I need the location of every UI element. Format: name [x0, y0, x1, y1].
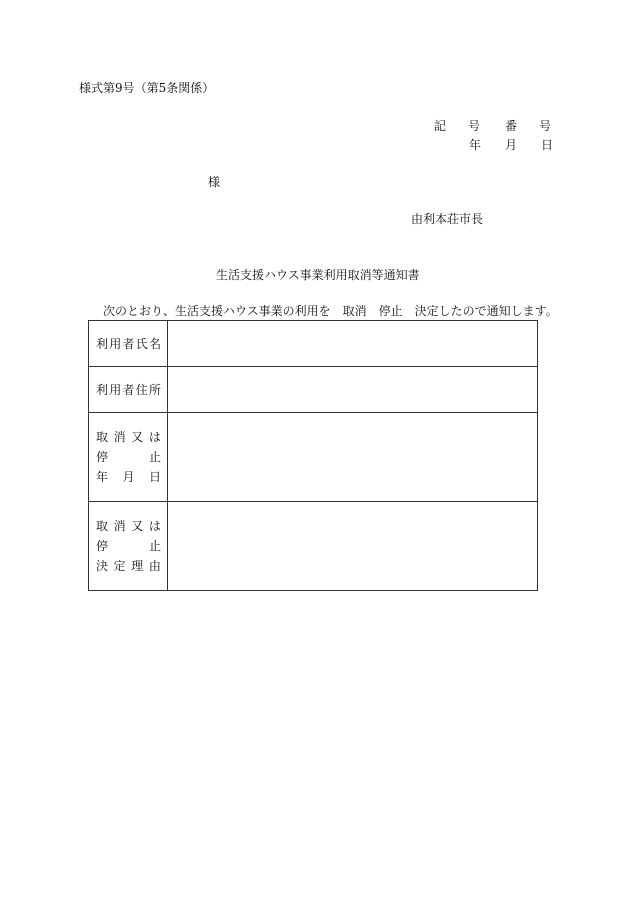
- user-name-field[interactable]: [167, 321, 537, 367]
- row-label-user-address: [89, 367, 168, 413]
- label-char: 理: [131, 559, 144, 573]
- doc-date-char: 年: [469, 138, 482, 152]
- row-label-user-name: [89, 321, 168, 367]
- label-char: は: [148, 519, 161, 533]
- doc-date-char: 日: [541, 138, 554, 152]
- label-char: 停: [96, 539, 109, 553]
- document-title: 生活支援ハウス事業利用取消等通知書: [216, 268, 420, 282]
- label-char: 停: [96, 450, 109, 464]
- label-line: [96, 427, 161, 447]
- label-char: 取: [96, 519, 109, 533]
- label-char: 者: [122, 382, 135, 397]
- label-char: 消: [113, 430, 126, 444]
- label-char: 止: [148, 450, 161, 464]
- label-line: [96, 380, 161, 400]
- label-char: 名: [148, 336, 161, 351]
- issuer-name: 由利本荘市長: [411, 212, 484, 226]
- label-char: 決: [96, 559, 109, 573]
- row-label-cancel-date: [89, 413, 168, 502]
- label-char: 又: [131, 430, 144, 444]
- label-char: 止: [148, 539, 161, 553]
- label-line: [96, 536, 161, 556]
- recipient-honorific: 様: [208, 175, 221, 189]
- doc-number-char: 記: [434, 119, 447, 133]
- doc-number-char: 号: [468, 119, 481, 133]
- label-line: [96, 467, 161, 487]
- label-char: は: [148, 430, 161, 444]
- label-line: [96, 447, 161, 467]
- document-date-line: [469, 138, 553, 152]
- label-char: 由: [148, 559, 161, 573]
- label-char: 氏: [135, 336, 148, 351]
- table-row: [89, 321, 538, 367]
- label-char: 月: [122, 470, 135, 484]
- label-char: 又: [131, 519, 144, 533]
- document-number-line: [434, 119, 551, 133]
- label-char: 所: [148, 382, 161, 397]
- table-row: [89, 413, 538, 502]
- label-char: 取: [96, 430, 109, 444]
- label-char: 定: [113, 559, 126, 573]
- label-char: 利: [96, 336, 109, 351]
- label-line: [96, 334, 161, 354]
- doc-date-char: 月: [505, 138, 518, 152]
- doc-number-char: 号: [539, 119, 552, 133]
- label-line: [96, 516, 161, 536]
- table-row: [89, 367, 538, 413]
- label-char: 用: [109, 336, 122, 351]
- form-table: [88, 320, 538, 591]
- doc-number-char: 番: [505, 119, 518, 133]
- label-char: 年: [96, 470, 109, 484]
- cancel-reason-field[interactable]: [167, 502, 537, 591]
- user-address-field[interactable]: [167, 367, 537, 413]
- notice-text: 次のとおり、生活支援ハウス事業の利用を 取消 停止 決定したので通知します。: [103, 304, 558, 318]
- label-char: 利: [96, 382, 109, 397]
- label-char: 用: [109, 382, 122, 397]
- label-char: 住: [135, 382, 148, 397]
- form-number: 様式第9号（第5条関係）: [79, 81, 215, 95]
- table-row: [89, 502, 538, 591]
- cancel-date-field[interactable]: [167, 413, 537, 502]
- label-char: 日: [148, 470, 161, 484]
- label-line: [96, 556, 161, 576]
- label-char: 消: [113, 519, 126, 533]
- label-char: 者: [122, 336, 135, 351]
- row-label-cancel-reason: [89, 502, 168, 591]
